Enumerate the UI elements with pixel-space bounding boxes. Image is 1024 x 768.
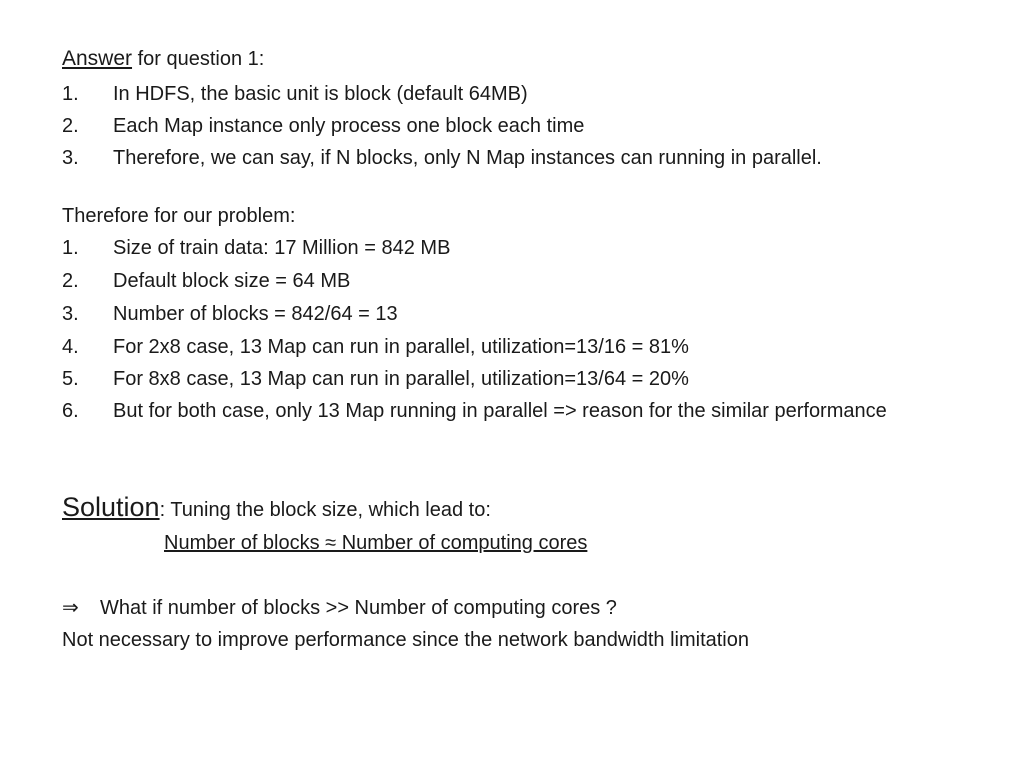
list-number: 1.	[62, 237, 79, 259]
implies-arrow-icon: ⇒	[62, 597, 79, 619]
answer-keyword: Answer	[62, 47, 133, 70]
question-line	[62, 595, 617, 621]
list-number: 3.	[62, 303, 79, 325]
list-text: Number of blocks = 842/64 = 13	[113, 303, 398, 325]
list-number: 6.	[62, 400, 79, 422]
answer-heading-text: for question 1:	[132, 48, 265, 70]
list-number: 5.	[62, 368, 79, 390]
list-number: 4.	[62, 336, 79, 358]
list-text: But for both case, only 13 Map running in parallel => reason for the similar performance	[113, 400, 887, 422]
list-number: 1.	[62, 83, 79, 105]
list-text: Therefore, we can say, if N blocks, only N Map instances can running in parallel.	[113, 147, 822, 169]
list-number: 2.	[62, 270, 79, 292]
answer-heading	[62, 46, 264, 72]
list-text: In HDFS, the basic unit is block (default 64MB)	[113, 83, 528, 105]
solution-heading-text: : Tuning the block size, which lead to:	[159, 499, 491, 521]
list-text: For 2x8 case, 13 Map can run in parallel, utilization=13/16 = 81%	[113, 336, 689, 358]
solution-heading	[62, 492, 491, 525]
list-number: 2.	[62, 115, 79, 137]
list-text: Default block size = 64 MB	[113, 270, 351, 292]
list-text: Each Map instance only process one block each time	[113, 115, 585, 137]
conclusion: Not necessary to improve performance since the network bandwidth limitation	[62, 629, 749, 651]
solution-formula: Number of blocks ≈ Number of computing cores	[164, 532, 588, 554]
question-text: What if number of blocks >> Number of computing cores ?	[100, 597, 617, 619]
problem-heading: Therefore for our problem:	[62, 205, 296, 227]
list-number: 3.	[62, 147, 79, 169]
solution-keyword: Solution	[62, 492, 160, 522]
list-text: Size of train data: 17 Million = 842 MB	[113, 237, 451, 259]
list-text: For 8x8 case, 13 Map can run in parallel, utilization=13/64 = 20%	[113, 368, 689, 390]
